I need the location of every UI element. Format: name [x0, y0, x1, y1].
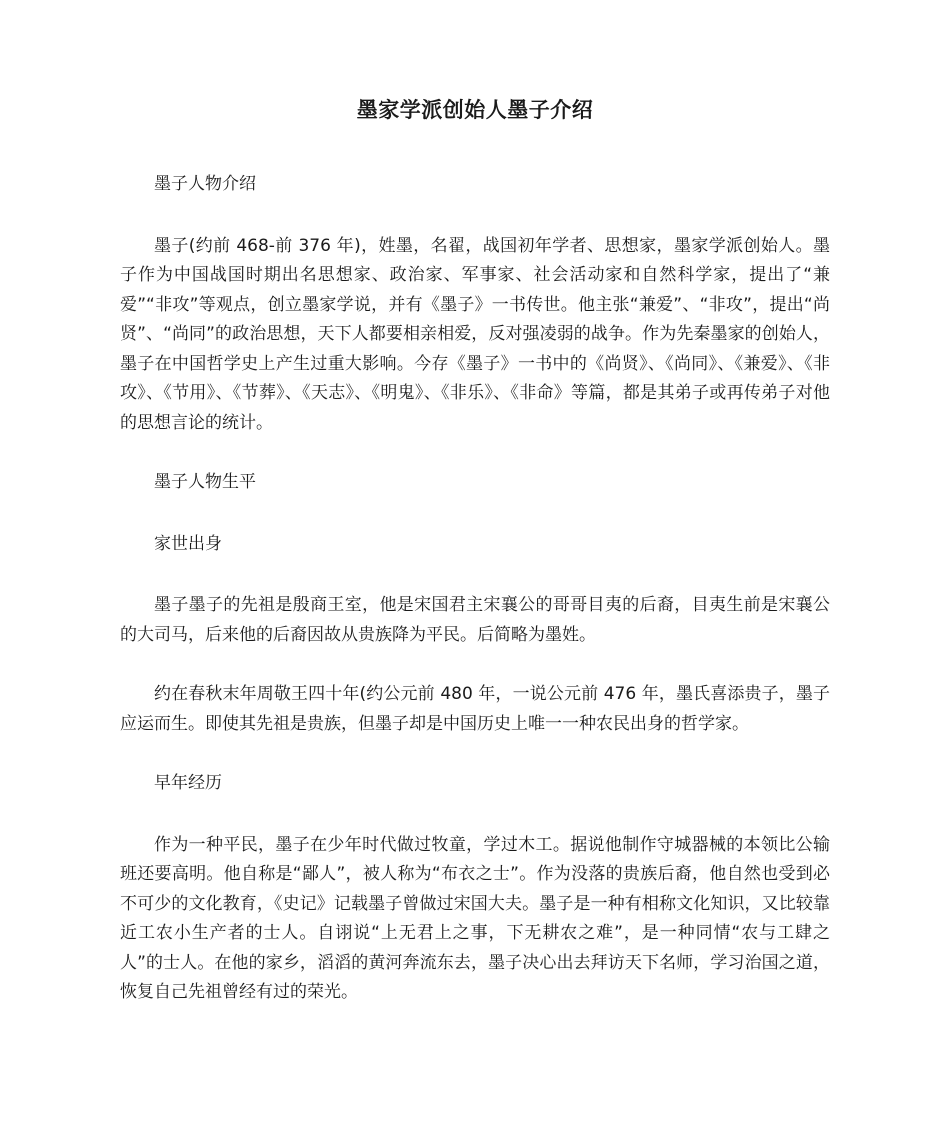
paragraph-intro: 墨子(约前 468-前 376 年)，姓墨，名翟，战国初年学者、思想家，墨家学派创始人。墨子作为中国战国时期出名思想家、政治家、军事家、社会活动家和自然科学家，提出了“兼爱”“非攻”等观点，创立墨家学说，并有《墨子》一书传世。他主张“兼爱”、“非攻”，提出“尚贤”、“尚同”的政治思想，天下人都要相亲相爱，反对强凌弱的战争。作为先秦墨家的创始人，墨子在中国哲学史上产生过重大影响。今存《墨子》一书中的《尚贤》、《尚同》、《兼爱》、《非攻》、《节用》、《节葬》、《天志》、《明鬼》、《非乐》、《非命》等篇，都是其弟子或再传弟子对他的思想言论的统计。: [120, 235, 830, 433]
section-heading-life: 墨子人物生平: [154, 472, 256, 492]
section-heading-early-years: 早年经历: [154, 773, 222, 793]
document-title: 墨家学派创始人墨子介绍: [356, 98, 594, 122]
paragraph-early-years: 作为一种平民，墨子在少年时代做过牧童，学过木工。据说他制作守城器械的本领比公输班还要高明。他自称是“鄙人”，被人称为“布衣之士”。作为没落的贵族后裔，他自然也受到必不可少的文化教育，《史记》记载墨子曾做过宋国大夫。墨子是一种有相称文化知识，又比较靠近工农小生产者的士人。自诩说“上无君上之事，下无耕农之难”，是一种同情“农与工肆之人”的士人。在他的家乡，滔滔的黄河奔流东去，墨子决心出去拜访天下名师，学习治国之道，恢复自己先祖曾经有过的荣光。: [120, 834, 830, 1002]
paragraph-family-origin: 墨子墨子的先祖是殷商王室，他是宋国君主宋襄公的哥哥目夷的后裔，目夷生前是宋襄公的大司马，后来他的后裔因故从贵族降为平民。后简略为墨姓。: [120, 595, 830, 645]
section-heading-intro: 墨子人物介绍: [154, 174, 256, 194]
paragraph-birth: 约在春秋末年周敬王四十年(约公元前 480 年，一说公元前 476 年，墨氏喜添贵子，墨子应运而生。即使其先祖是贵族，但墨子却是中国历史上唯一一种农民出身的哲学家。: [120, 684, 830, 734]
section-heading-family: 家世出身: [154, 533, 222, 554]
